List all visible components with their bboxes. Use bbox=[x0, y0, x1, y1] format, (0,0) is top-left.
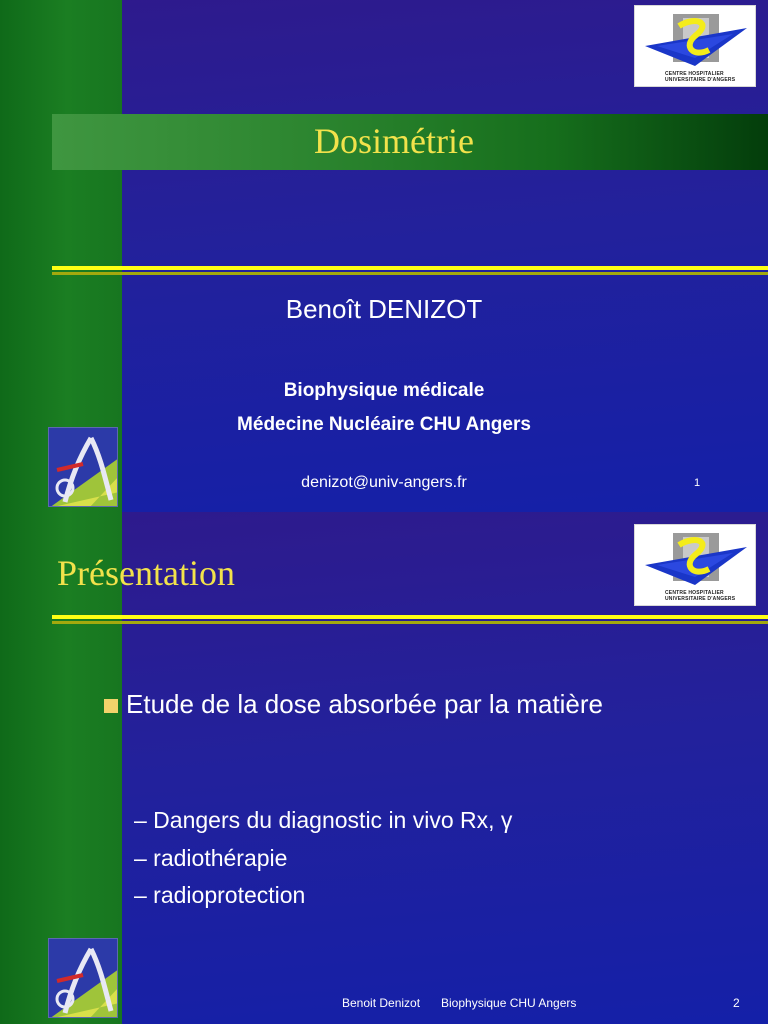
footer-author: Benoit Denizot bbox=[342, 996, 421, 1010]
sub-item-2: – radiothérapie bbox=[134, 845, 288, 871]
email-address: denizot@univ-angers.fr bbox=[301, 474, 467, 491]
chu-caption-line2: UNIVERSITAIRE D'ANGERS bbox=[665, 596, 736, 602]
slide-2 bbox=[0, 512, 768, 1024]
sub-item-3: – radioprotection bbox=[134, 882, 306, 908]
chu-angers-logo bbox=[634, 524, 756, 606]
bullet-text: Etude de la dose absorbée par la matière bbox=[126, 689, 603, 719]
chu-caption-line1: CENTRE HOSPITALIER bbox=[665, 590, 724, 596]
sub-item-1: – Dangers du diagnostic in vivo Rx, γ bbox=[134, 807, 513, 833]
slide-title: Présentation bbox=[57, 553, 235, 593]
title-bar bbox=[52, 114, 768, 170]
university-angers-logo bbox=[48, 427, 118, 507]
author-name: Benoît DENIZOT bbox=[285, 294, 483, 324]
page-number: 2 bbox=[733, 996, 740, 1010]
bullet-square-icon bbox=[104, 699, 118, 713]
bullet-item bbox=[104, 689, 603, 720]
footer-department: Biophysique CHU Angers bbox=[441, 996, 577, 1010]
university-angers-logo bbox=[48, 938, 118, 1018]
chu-caption-line1: CENTRE HOSPITALIER bbox=[665, 71, 724, 77]
affiliation-line-1: Biophysique médicale bbox=[283, 380, 485, 401]
chu-angers-logo bbox=[634, 5, 756, 87]
slide-title: Dosimétrie bbox=[314, 121, 474, 161]
page-number: 1 bbox=[694, 477, 701, 489]
affiliation-line-2: Médecine Nucléaire CHU Angers bbox=[237, 414, 531, 435]
chu-caption-line2: UNIVERSITAIRE D'ANGERS bbox=[665, 77, 736, 83]
